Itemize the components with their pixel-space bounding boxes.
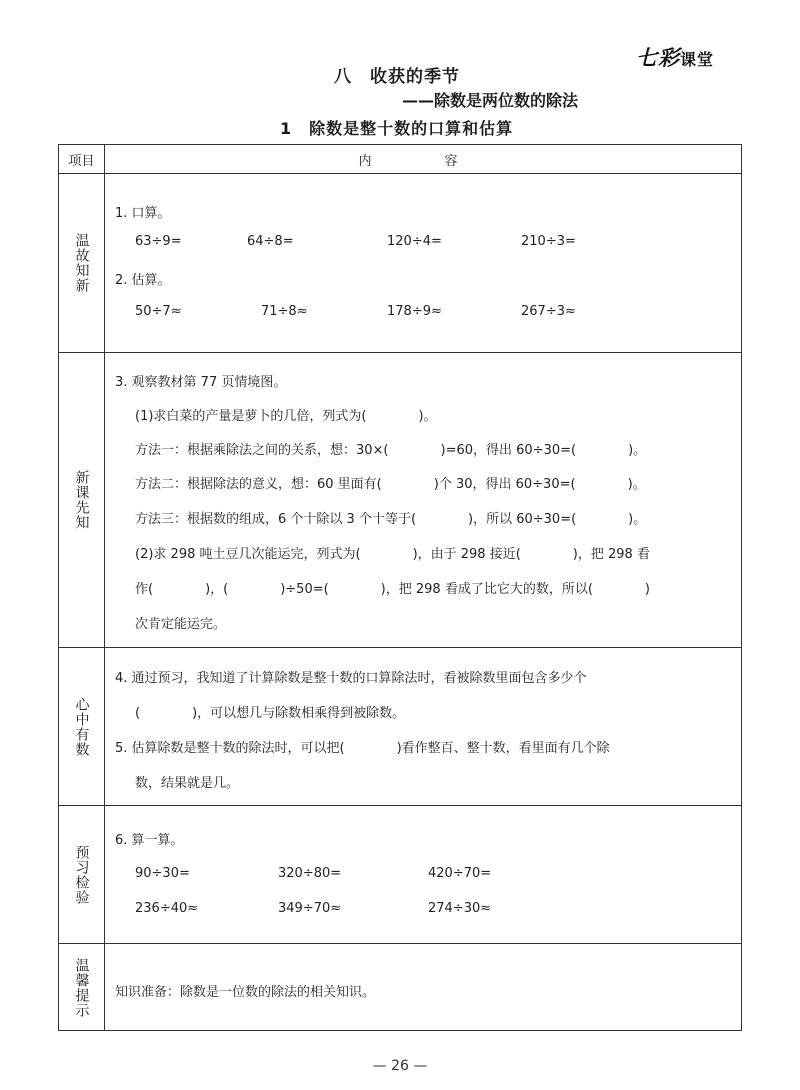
- question-text: (1)求白菜的产量是萝卜的几倍，列式为( )。: [135, 409, 437, 424]
- math-expression: 90÷30=: [135, 866, 190, 881]
- math-expression: 63÷9=: [135, 234, 182, 249]
- section-label-new-lesson: 新课先知: [73, 470, 90, 530]
- question-text: 方法三：根据数的组成，6 个十除以 3 个十等于( )，所以 60÷30=( )。: [135, 512, 647, 527]
- math-expression: 64÷8=: [247, 234, 294, 249]
- section-label-tips: 温馨提示: [73, 957, 90, 1018]
- question-text: 方法二：根据除法的意义，想：60 里面有( )个 30，得出 60÷30=( )。: [135, 477, 646, 492]
- brand-logo: [636, 42, 744, 70]
- math-expression: 274÷30≈: [428, 901, 492, 916]
- math-expression: 120÷4=: [387, 234, 442, 249]
- math-expression: 50÷7≈: [135, 304, 182, 319]
- brand-logo-small: 课堂: [680, 50, 715, 69]
- question-text: 作( )，( )÷50=( )，把 298 看成了比它大的数，所以( ): [135, 582, 650, 597]
- math-expression: 236÷40≈: [135, 901, 199, 916]
- math-expression: 71÷8≈: [261, 304, 308, 319]
- math-expression: 320÷80=: [278, 866, 342, 881]
- row-divider: [59, 647, 741, 648]
- header-item: 项目: [68, 153, 95, 169]
- question-heading: 6. 算一算。: [115, 833, 184, 848]
- header-content: 内 容: [358, 153, 488, 169]
- math-expression: 420÷70=: [428, 866, 492, 881]
- unit-subtitle: ——除数是两位数的除法: [402, 91, 579, 110]
- question-heading: 1. 口算。: [115, 206, 171, 221]
- row-divider: [59, 943, 741, 944]
- math-expression: 210÷3=: [521, 234, 576, 249]
- lesson-title: 1 除数是整十数的口算和估算: [280, 119, 514, 138]
- row-divider: [59, 173, 741, 174]
- question-text: (2)求 298 吨土豆几次能运完，列式为( )，由于 298 接近( )，把 298 看: [135, 547, 650, 562]
- tip-text: 知识准备：除数是一位数的除法的相关知识。: [115, 985, 376, 1000]
- question-heading: 3. 观察教材第 77 页情境图。: [115, 375, 287, 390]
- question-text: 4. 通过预习，我知道了计算除数是整十数的口算除法时，看被除数里面包含多少个: [115, 671, 587, 686]
- question-text: ( )，可以想几与除数相乘得到被除数。: [135, 706, 406, 721]
- page-number: — 26 —: [372, 1058, 428, 1074]
- question-text: 数，结果就是几。: [135, 776, 240, 791]
- preview-table: [58, 144, 742, 1031]
- question-text: 次肯定能运完。: [135, 617, 227, 632]
- section-label-review: 温故知新: [73, 233, 90, 293]
- unit-title: 八 收获的季节: [334, 67, 460, 87]
- section-label-preview-check: 预习检验: [73, 844, 90, 905]
- column-divider: [104, 145, 105, 1030]
- math-expression: 267÷3≈: [521, 304, 576, 319]
- row-divider: [59, 352, 741, 353]
- question-text: 5. 估算除数是整十数的除法时，可以把( )看作整百、整十数，看里面有几个除: [115, 741, 610, 756]
- math-expression: 178÷9≈: [387, 304, 442, 319]
- brand-logo-main: 七彩: [636, 45, 680, 70]
- question-heading: 2. 估算。: [115, 273, 171, 288]
- row-divider: [59, 805, 741, 806]
- section-label-understanding: 心中有数: [73, 696, 90, 757]
- question-text: 方法一：根据乘除法之间的关系，想：30×( )=60，得出 60÷30=( )。: [135, 443, 647, 458]
- math-expression: 349÷70≈: [278, 901, 342, 916]
